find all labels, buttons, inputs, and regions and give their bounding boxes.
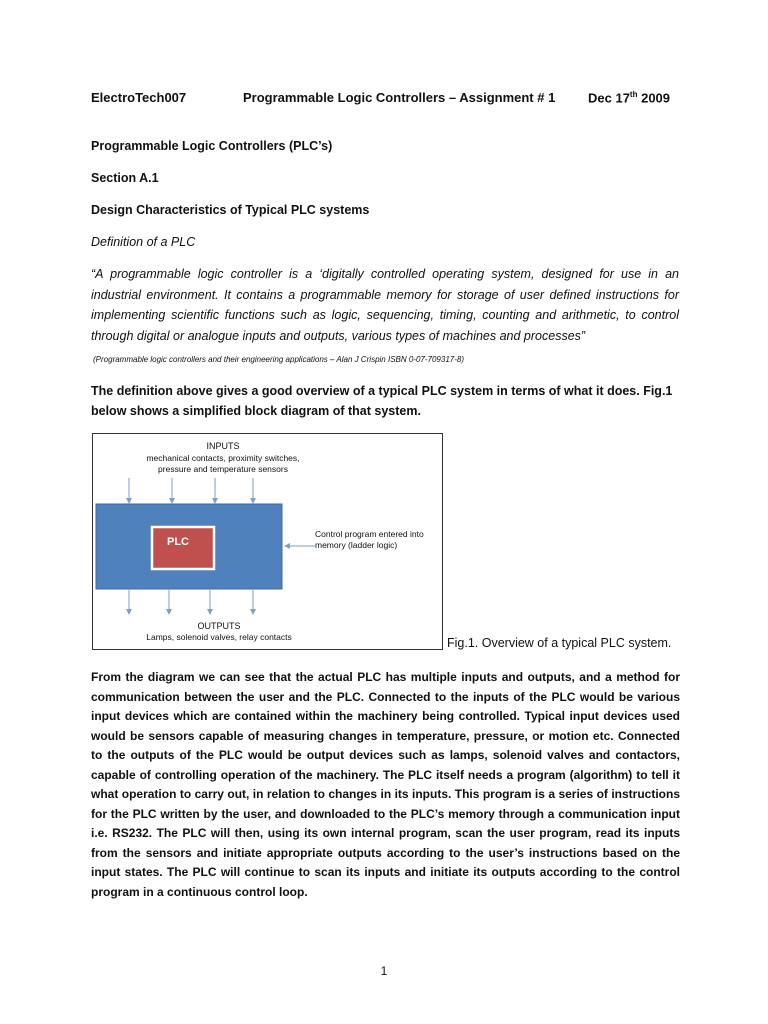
header-author: ElectroTech007 <box>91 90 187 105</box>
outputs-title: OUTPUTS <box>197 621 241 631</box>
inputs-title: INPUTS <box>206 441 240 451</box>
header-date-day: Dec 17 <box>588 90 630 106</box>
inputs-desc-line1: mechanical contacts, proximity switches, <box>146 453 300 463</box>
definition-title: Definition of a PLC <box>91 235 196 249</box>
header-date-suffix: th <box>629 90 638 99</box>
subheading: Design Characteristics of Typical PLC systems <box>91 203 370 217</box>
header-date <box>588 90 670 105</box>
citation: (Programmable logic controllers and their engineering applications – Alan J Crispin ISBN 0-07-709317-8) <box>93 355 465 364</box>
explanation-paragraph: From the diagram we can see that the actual PLC has multiple inputs and outputs, and a method for communication between the user and the PLC. Connected to the inputs of the PLC would be various input devices which are contained within the machinery being controlled. Typical input devices used would be sensors capable of measuring changes in temperature, pressure, or motion etc. Connected to the outputs of the PLC would be output devices such as lamps, solenoid valves and contactors, capable of controlling operation of the machinery. The PLC itself needs a program (algorithm) to tell it what operation to carry out, in relation to changes in its inputs. This program is a series of instructions for the PLC written by the user, and downloaded to the PLC’s memory through a communication input i.e. RS232. The PLC will then, using its own internal program, scan the user program, read its inputs from the sensors and initiate appropriate outputs according to the user’s instructions based on the input states. The PLC will continue to scan its inputs and initiate its outputs according to the control program in a continuous control loop. <box>91 670 680 899</box>
header-title: Programmable Logic Controllers – Assignment # 1 <box>243 90 556 105</box>
page-number: 1 <box>380 964 388 978</box>
header-date-year: 2009 <box>637 90 671 106</box>
control-desc-line2: memory (ladder logic) <box>315 540 398 550</box>
inputs-desc-line2: pressure and temperature sensors <box>158 464 288 474</box>
main-heading: Programmable Logic Controllers (PLC’s) <box>91 139 333 153</box>
definition-quote: “A programmable logic controller is a ‘digitally controlled operating system, designed for use in an industrial environment. It contains a programmable memory for storage of user defined instructions for implementing scientific functions such as logic, sequencing, timing, counting and arithmetic, to control through digital or analogue inputs and outputs, various types of machines and processes” <box>91 267 679 343</box>
plc-block <box>152 527 214 569</box>
outputs-desc: Lamps, solenoid valves, relay contacts <box>146 632 292 642</box>
figure-caption: Fig.1. Overview of a typical PLC system. <box>447 636 672 650</box>
plc-block-diagram <box>92 433 443 650</box>
plc-label: PLC <box>167 536 189 548</box>
control-desc-line1: Control program entered into <box>315 529 424 539</box>
intro-paragraph: The definition above gives a good overview of a typical PLC system in terms of what it does. Fig.1 below shows a simplified block diagram of that system. <box>91 384 673 418</box>
section-heading: Section A.1 <box>91 171 159 185</box>
